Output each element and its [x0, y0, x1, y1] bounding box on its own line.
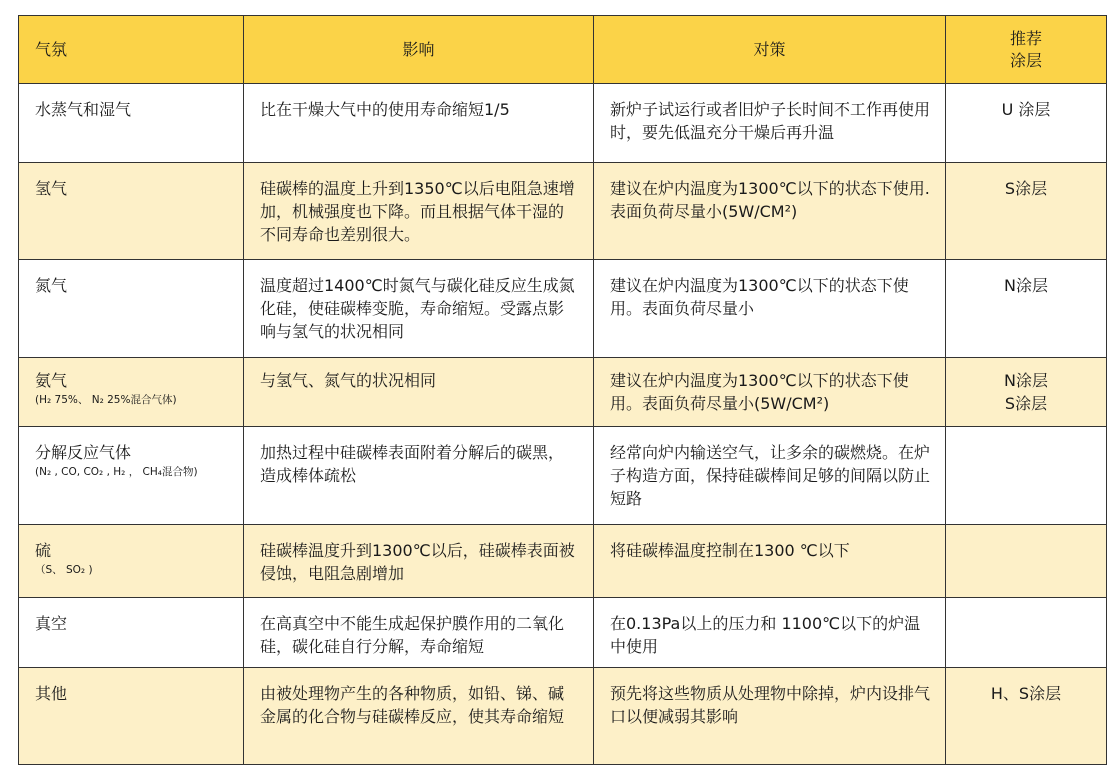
effect-text: 与氢气、氮气的状况相同: [260, 371, 437, 390]
table-row: [19, 358, 1107, 427]
coating-text: S涂层: [1004, 179, 1048, 198]
table-row: [19, 260, 1107, 358]
atmosphere-name: 其他: [35, 684, 68, 703]
atmosphere-name: 氢气: [35, 179, 68, 198]
measure-text: 新炉子试运行或者旧炉子长时间不工作再使用时，要先低温充分干燥后再升温: [610, 100, 931, 142]
measure-text: 建议在炉内温度为1300℃以下的状态下使用.表面负荷尽量小(5W/CM²): [610, 179, 930, 221]
atmosphere-composition: （S、 SO₂ ): [35, 564, 93, 576]
atmosphere-name: 硫: [35, 541, 52, 560]
effect-text: 温度超过1400℃时氮气与碳化硅反应生成氮化硅，使硅碳棒变脆，寿命缩短。受露点影响与氢气的状况相同: [260, 276, 575, 341]
header-atmosphere: 气氛: [19, 16, 244, 84]
table-row: [19, 84, 1107, 163]
atmosphere-name: 分解反应气体: [35, 443, 132, 462]
table-row: [19, 163, 1107, 260]
table-row: [19, 427, 1107, 525]
measure-text: 在0.13Pa以上的压力和 1100℃以下的炉温中使用: [610, 614, 921, 656]
coating-text: N涂层: [1004, 276, 1048, 295]
header-coating: [946, 16, 1107, 84]
effect-text: 由被处理物产生的各种物质，如铅、锑、碱金属的化合物与硅碳棒反应，使其寿命缩短: [260, 684, 565, 726]
header-coating-line1: 推荐: [1009, 28, 1042, 48]
atmosphere-name: 水蒸气和湿气: [35, 100, 132, 119]
table-row: [19, 598, 1107, 668]
atmosphere-name: 真空: [35, 614, 68, 633]
header-coating-line2: 涂层: [1009, 50, 1042, 70]
header-measure: 对策: [594, 16, 946, 84]
atmosphere-effects-table: [18, 15, 1107, 765]
effect-text: 在高真空中不能生成起保护膜作用的二氧化硅，碳化硅自行分解，寿命缩短: [260, 614, 565, 656]
atmosphere-name: 氨气: [35, 371, 68, 390]
effect-text: 加热过程中硅碳棒表面附着分解后的碳黑，造成棒体疏松: [260, 443, 565, 485]
coating-text: H、S涂层: [990, 684, 1062, 703]
effect-text: 比在干燥大气中的使用寿命缩短1/5: [260, 100, 510, 119]
measure-text: 经常向炉内输送空气，让多余的碳燃烧。在炉子构造方面，保持硅碳棒间足够的间隔以防止短路: [610, 443, 931, 508]
atmosphere-composition: (H₂ 75%、 N₂ 25%混合气体): [35, 394, 177, 406]
coating-text: N涂层: [1004, 371, 1048, 390]
atmosphere-name: 氮气: [35, 276, 68, 295]
measure-text: 建议在炉内温度为1300℃以下的状态下使用。表面负荷尽量小(5W/CM²): [610, 371, 909, 413]
effect-text: 硅碳棒的温度上升到1350℃以后电阻急速增加，机械强度也下降。而且根据气体干湿的不同寿命也差别很大。: [260, 179, 575, 244]
coating-text: U 涂层: [1001, 100, 1051, 119]
measure-text: 预先将这些物质从处理物中除掉，炉内设排气口以便减弱其影响: [610, 684, 931, 726]
coating-text-2: S涂层: [1004, 394, 1048, 413]
header-effect: 影响: [244, 16, 594, 84]
atmosphere-composition: (N₂ , CO, CO₂ , H₂ ， CH₄混合物): [35, 466, 198, 478]
measure-text: 建议在炉内温度为1300℃以下的状态下使用。表面负荷尽量小: [610, 276, 909, 318]
measure-text: 将硅碳棒温度控制在1300 ℃以下: [610, 541, 850, 560]
effect-text: 硅碳棒温度升到1300℃以后，硅碳棒表面被侵蚀，电阻急剧增加: [260, 541, 575, 583]
table-header-row: [19, 16, 1107, 84]
table-row: [19, 668, 1107, 765]
table-row: [19, 525, 1107, 598]
